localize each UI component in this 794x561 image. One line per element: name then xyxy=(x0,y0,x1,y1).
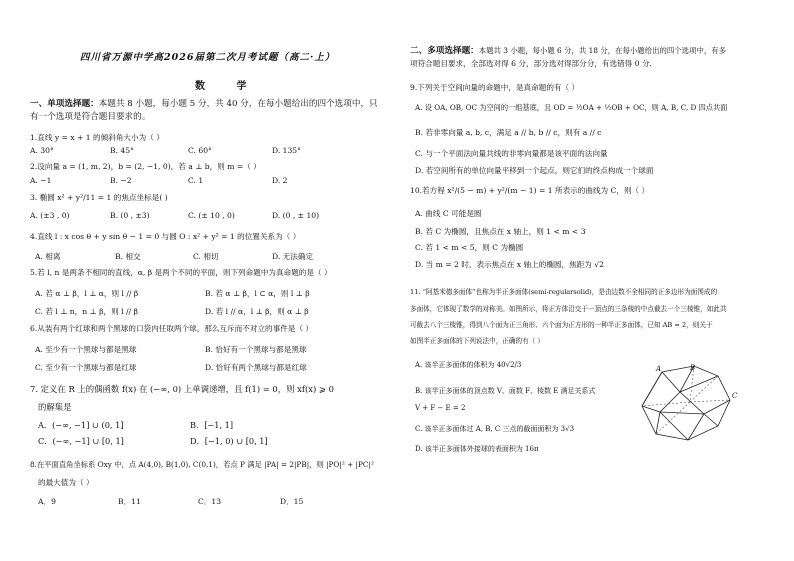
q10-stem: 10.若方程 x²/(5 − m) + y²/(m − 1) = 1 所表示的曲线为 C，则（ ） xyxy=(410,186,650,195)
q1-option-b: B. 45° xyxy=(110,146,134,155)
q7-stem-cont: 的解集是 xyxy=(38,402,72,412)
q2-option-d: D. 2 xyxy=(272,176,288,185)
polyhedron-edge xyxy=(704,414,718,426)
q4-option-b: B. 相交 xyxy=(115,252,141,261)
q6-option-b: B. 恰好有一个黑球与都是黑球 xyxy=(205,345,307,354)
q8-option-c: C．13 xyxy=(198,497,222,506)
figure-label-a: A xyxy=(656,365,662,373)
q5-stem: 5.若 l, n 是两条不相同的直线，α, β 是两个不同的平面，则下列命题中为真命题的是（ ） xyxy=(30,268,332,277)
figure-label-c: C xyxy=(732,392,738,400)
q8-option-a: A．9 xyxy=(38,497,56,506)
q9-option-a: A. 设 OA, OB, OC 为空间的一组基底，且 OD = ½OA + ½OB + OC，则 A, B, C, D 四点共面 xyxy=(415,103,728,112)
q11-option-b: B. 该半正多面体的顶点数 V、面数 F、棱数 E 满足关系式 xyxy=(415,387,596,395)
polyhedron-edge xyxy=(642,372,662,406)
q11-stem-2: 多面体，它体现了数学的对称美。如图所示，将正方体沿交于一顶点的三条棱的中点截去一个三棱锥，如此共 xyxy=(410,305,727,313)
q11-stem-1: 11. “阿基米德多面体”也称为半正多面体(semi-regularsolid)，是由边数不全相同的正多边形为面围成的 xyxy=(410,288,718,296)
q2-option-b: B. −2 xyxy=(110,176,132,185)
q11-stem-4: 如图半正多面体的下列说法中，正确的有（ ） xyxy=(410,337,544,345)
polyhedron-hidden-edge xyxy=(642,402,690,406)
polyhedron-edge xyxy=(660,412,704,414)
section2-header: 二、多项选择题：本题共 3 小题，每小题 6 分，共 18 分，在每小题给出的四个选项中，有多 xyxy=(410,46,727,56)
q1-option-a: A. 30° xyxy=(30,146,54,155)
q7-option-c: C．(−∞, −1] ∪ [0, 1] xyxy=(38,436,124,446)
section1-desc: 有一个选项是符合题目要求的。 xyxy=(30,112,151,122)
subject-title: 数 学 xyxy=(195,81,261,92)
polyhedron-edge xyxy=(680,392,730,414)
q4-option-a: A. 相离 xyxy=(35,252,61,261)
q3-option-b: B. (0 , ±3) xyxy=(110,211,150,220)
q11-option-d: D. 该半正多面体外接球的表面积为 16π xyxy=(415,445,539,453)
q10-option-b: B. 若 C 为椭圆，且焦点在 x 轴上，则 1 < m < 3 xyxy=(415,227,586,236)
q8-stem-cont: 的最大值为（ ） xyxy=(38,478,94,487)
q6-stem: 6.从装有两个红球和两个黑球的口袋内任取两个球，那么互斥而不对立的事件是（ ） xyxy=(30,324,314,333)
polyhedron-edge xyxy=(642,392,680,412)
q11-option-a: A. 该半正多面体的体积为 40√2/3 xyxy=(415,361,522,369)
figure-label-b: B xyxy=(690,364,696,372)
q3-option-a: A. (±3 , 0) xyxy=(30,211,70,220)
polyhedron-edge xyxy=(680,376,718,392)
q10-option-c: C. 若 1 < m < 5，则 C 为椭圆 xyxy=(415,243,524,252)
q11-stem-3: 可截去八个三棱锥，得到八个面为正三角形、六个面为正方形的一种半正多面体，已知 AB = 2，则关于 xyxy=(410,321,713,329)
q8-option-d: D．15 xyxy=(280,497,304,506)
polyhedron-hidden-edge xyxy=(656,402,690,434)
q5-option-d: D. 若 l // α，l ⊥ β，则 α ⊥ β xyxy=(205,307,309,316)
q1-stem: 1.直线 y = x + 1 的倾斜角大小为（ ） xyxy=(30,133,164,142)
q1-option-c: C. 60° xyxy=(188,146,212,155)
q7-option-a: A．(−∞, −1] ∪ (0, 1] xyxy=(38,420,124,430)
q8-option-b: B．11 xyxy=(118,497,141,506)
q3-stem: 3. 椭圆 x² + y²/11 = 1 的焦点坐标是( ) xyxy=(30,193,168,202)
q7-stem: 7. 定义在 R 上的偶函数 f(x) 在 (−∞, 0) 上单调递增，且 f(1) = 0，则 xf(x) ⩾ 0 xyxy=(30,384,334,394)
right-column xyxy=(410,0,780,561)
q8-stem: 8.在平面直角坐标系 Oxy 中，点 A(4,0), B(1,0), C(0,1)，若点 P 满足 |PA| = 2|PB|，则 |PO|² + |PC|² xyxy=(30,460,374,469)
q10-option-d: D. 当 m = 2 时，表示焦点在 x 轴上的椭圆，焦距为 √2 xyxy=(415,260,604,269)
q11-option-b-cont: V + F − E = 2 xyxy=(415,404,466,412)
q3-option-c: C. (± 10 , 0) xyxy=(188,211,235,220)
q6-option-d: D. 恰好有两个黑球与都是红球 xyxy=(205,363,307,372)
q3-option-d: D. (0 , ± 10) xyxy=(272,211,320,220)
q4-option-c: C. 相切 xyxy=(193,252,219,261)
section2-desc: 项符合题目要求，全部选对得 6 分，部分选对得部分分，有选错得 0 分. xyxy=(410,59,652,68)
q9-option-d: D. 若空间所有的单位向量平移到一个起点，则它们的终点构成一个球面 xyxy=(415,166,654,175)
exam-title: 四川省万源中学高2026届第二次月考试题（高二·上） xyxy=(80,52,336,63)
q9-option-b: B. 若非零向量 a, b, c，满足 a // b, b // c，则有 a // c xyxy=(415,128,602,137)
q10-option-a: A. 曲线 C 可能是圆 xyxy=(415,209,482,218)
q4-stem: 4.直线 l : x cos θ + y sin θ − 1 = 0 与圆 O : x² + y² = 1 的位置关系为（ ） xyxy=(30,232,301,241)
q9-stem: 9.下列关于空间向量的命题中，是真命题的有（ ） xyxy=(410,83,580,92)
q9-option-c: C. 与一个平面法向量共线的非零向量都是该平面的法向量 xyxy=(415,149,608,158)
q2-stem: 2.设向量 a = (1, m, 2)，b = (2, −1, 0)，若 a ⊥ b，则 m =（ ） xyxy=(30,162,261,171)
q7-option-b: B．[−1, 1] xyxy=(190,420,234,430)
q5-option-c: C. 若 l ⊥ n，n ⊥ β，则 l // β xyxy=(35,307,138,316)
section1-header: 一、单项选择题：本题共 8 小题，每小题 5 分，共 40 分，在每小题给出的四个选项中，只 xyxy=(30,99,378,109)
q4-option-d: D. 无法确定 xyxy=(272,252,314,261)
q2-option-a: A. −1 xyxy=(30,176,52,185)
q5-option-a: A. 若 α ⊥ β，l ⊥ α，则 l // β xyxy=(35,289,139,298)
q1-option-d: D. 135° xyxy=(272,146,301,155)
q7-option-d: D．[−1, 0) ∪ [0, 1] xyxy=(190,436,268,446)
q11-option-c: C. 该半正多面体过 A, B, C 三点的截面面积为 3√3 xyxy=(415,425,575,433)
polyhedron-hidden-edge xyxy=(690,400,730,402)
left-column xyxy=(30,0,390,561)
q2-option-c: C. 1 xyxy=(188,176,204,185)
q6-option-a: A. 至少有一个黑球与都是黑球 xyxy=(35,345,137,354)
q6-option-c: C. 至少有一个黑球与都是红球 xyxy=(35,363,137,372)
polyhedron-figure xyxy=(632,362,744,444)
q5-option-b: B. 若 α ⊥ β，l ⊂ α，则 l ⊥ β xyxy=(205,289,310,298)
